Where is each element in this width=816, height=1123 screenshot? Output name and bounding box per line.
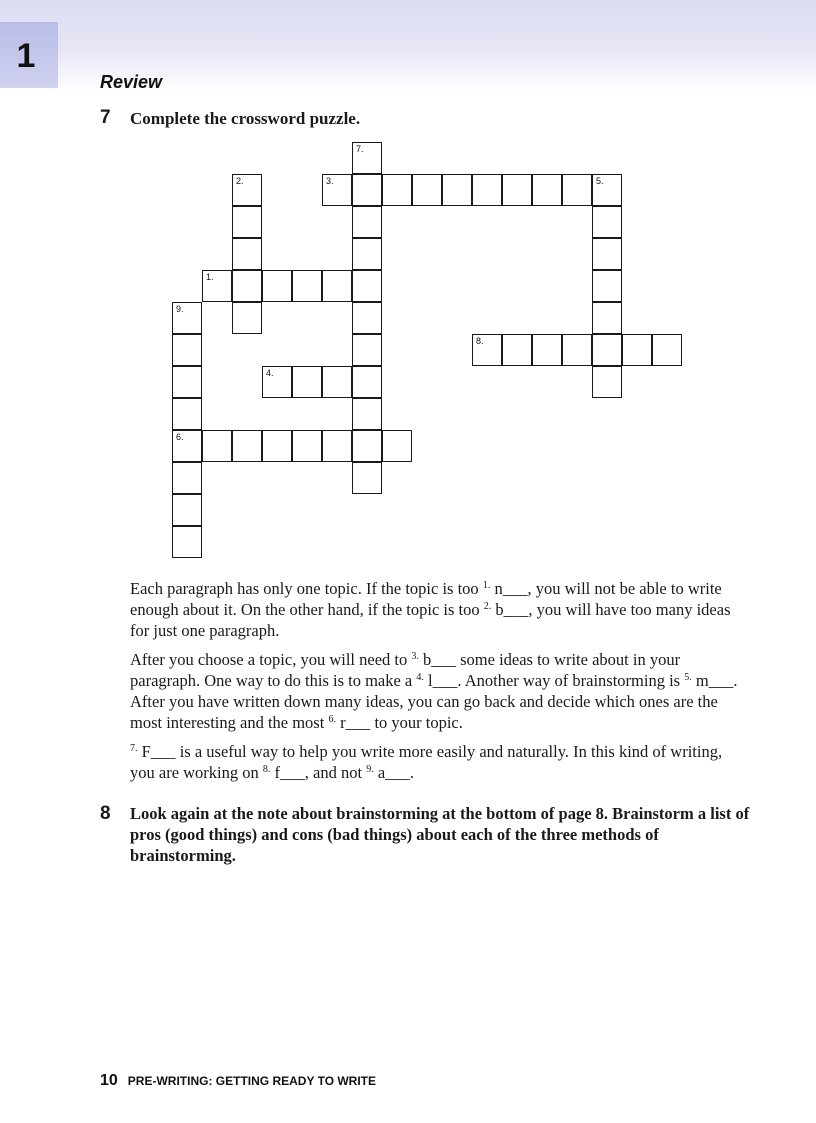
crossword-cell[interactable] bbox=[412, 174, 442, 206]
crossword-cell[interactable] bbox=[172, 334, 202, 366]
text: , and not bbox=[304, 763, 367, 782]
crossword-cell[interactable] bbox=[352, 142, 382, 174]
unit-number: 1 bbox=[16, 37, 36, 75]
crossword-cell[interactable] bbox=[622, 334, 652, 366]
text: After you choose a topic, you will need to bbox=[130, 650, 412, 669]
answer-blank-5: m___ bbox=[695, 671, 734, 690]
crossword-cell[interactable] bbox=[232, 238, 262, 270]
clue-number: 4. bbox=[266, 368, 274, 378]
answer-blank-2: b___ bbox=[495, 600, 529, 619]
crossword-cell[interactable] bbox=[352, 270, 382, 302]
crossword-cell[interactable] bbox=[592, 334, 622, 366]
crossword-cell[interactable] bbox=[322, 430, 352, 462]
crossword-cell[interactable] bbox=[352, 334, 382, 366]
paragraph-1 bbox=[130, 578, 740, 641]
answer-blank-3: b___ bbox=[422, 650, 456, 669]
clue-ref: 9. bbox=[366, 764, 374, 775]
text: Each paragraph has only one topic. If the topic is too bbox=[130, 579, 483, 598]
crossword-cell[interactable] bbox=[652, 334, 682, 366]
clue-number: 2. bbox=[236, 176, 244, 186]
paragraph-3 bbox=[130, 741, 740, 783]
crossword-cell[interactable] bbox=[232, 174, 262, 206]
crossword-cell[interactable] bbox=[262, 430, 292, 462]
crossword-cell[interactable] bbox=[592, 302, 622, 334]
exercise-7-number: 7 bbox=[100, 107, 111, 128]
clue-ref: 4. bbox=[416, 672, 424, 683]
crossword-cell[interactable] bbox=[382, 430, 412, 462]
crossword-cell[interactable] bbox=[292, 270, 322, 302]
crossword-cell[interactable] bbox=[172, 526, 202, 558]
clue-ref: 1. bbox=[482, 580, 491, 591]
text: some ideas to write about in your paragraph. One way to do this is to make a bbox=[130, 650, 681, 690]
text: , you will not be able to write enough about it. On the other hand, if the topic is too bbox=[130, 579, 722, 619]
exercise-8-text: Look again at the note about brainstorming at the bottom of page 8. Brainstorm a list of pros (good things) and cons (bad things) about each of the three methods of brainstorming. bbox=[130, 804, 750, 865]
crossword-cell[interactable] bbox=[352, 174, 382, 206]
section-title: Review bbox=[100, 72, 163, 92]
crossword-cell[interactable] bbox=[292, 366, 322, 398]
clue-ref: 8. bbox=[262, 764, 271, 775]
page-footer bbox=[100, 1072, 376, 1090]
answer-blank-9: a___ bbox=[377, 763, 410, 782]
crossword-cell[interactable] bbox=[232, 430, 262, 462]
crossword-cell[interactable] bbox=[532, 334, 562, 366]
crossword-cell[interactable] bbox=[172, 430, 202, 462]
crossword-cell[interactable] bbox=[532, 174, 562, 206]
chapter-title: PRE-WRITING: GETTING READY TO WRITE bbox=[127, 1074, 377, 1088]
exercise-7-title: Complete the crossword puzzle. bbox=[130, 109, 361, 128]
clue-number: 7. bbox=[356, 144, 364, 154]
answer-blank-4: l___ bbox=[428, 671, 458, 690]
clue-ref: 2. bbox=[483, 601, 492, 612]
clue-ref: 5. bbox=[684, 672, 692, 683]
crossword-cell[interactable] bbox=[352, 398, 382, 430]
text: . Another way of brainstorming is bbox=[457, 671, 685, 690]
crossword-cell[interactable] bbox=[472, 174, 502, 206]
crossword-cell[interactable] bbox=[202, 270, 232, 302]
crossword-cell[interactable] bbox=[352, 206, 382, 238]
crossword-cell[interactable] bbox=[502, 334, 532, 366]
crossword-cell[interactable] bbox=[472, 334, 502, 366]
crossword-cell[interactable] bbox=[232, 206, 262, 238]
crossword-cell[interactable] bbox=[232, 270, 262, 302]
crossword-cell[interactable] bbox=[262, 270, 292, 302]
crossword-cell[interactable] bbox=[592, 174, 622, 206]
clue-ref: 6. bbox=[328, 714, 336, 725]
crossword-cell[interactable] bbox=[172, 302, 202, 334]
exercise-8-number: 8 bbox=[100, 803, 111, 824]
crossword-cell[interactable] bbox=[592, 206, 622, 238]
page-number: 10 bbox=[100, 1072, 118, 1089]
clue-number: 5. bbox=[596, 176, 604, 186]
crossword-cell[interactable] bbox=[352, 302, 382, 334]
crossword-cell[interactable] bbox=[322, 270, 352, 302]
answer-blank-1: n___ bbox=[494, 579, 528, 598]
crossword-cell[interactable] bbox=[562, 334, 592, 366]
clue-number: 8. bbox=[476, 336, 484, 346]
crossword-cell[interactable] bbox=[502, 174, 532, 206]
crossword-cell[interactable] bbox=[352, 462, 382, 494]
text: to your topic. bbox=[370, 713, 463, 732]
clue-number: 3. bbox=[326, 176, 334, 186]
clue-ref: 7. bbox=[130, 743, 138, 754]
crossword-cell[interactable] bbox=[592, 366, 622, 398]
text: , you will have too many ideas for just one paragraph. bbox=[130, 600, 731, 640]
crossword-cell[interactable] bbox=[592, 270, 622, 302]
answer-blank-6: r___ bbox=[340, 713, 371, 732]
crossword-cell[interactable] bbox=[352, 430, 382, 462]
crossword-cell[interactable] bbox=[322, 366, 352, 398]
crossword-cell[interactable] bbox=[352, 366, 382, 398]
crossword-cell[interactable] bbox=[172, 366, 202, 398]
clue-ref: 3. bbox=[411, 651, 419, 662]
crossword-cell[interactable] bbox=[202, 430, 232, 462]
answer-blank-7: F___ bbox=[141, 742, 176, 761]
paragraph-2 bbox=[130, 649, 740, 733]
crossword-cell[interactable] bbox=[172, 494, 202, 526]
crossword-cell[interactable] bbox=[172, 462, 202, 494]
clue-number: 1. bbox=[206, 272, 214, 282]
text: is a useful way to help you write more easily and naturally. In this kind of writing, you are working on bbox=[130, 742, 723, 782]
clue-number: 6. bbox=[176, 432, 184, 442]
crossword-cell[interactable] bbox=[322, 174, 352, 206]
crossword-cell[interactable] bbox=[262, 366, 292, 398]
text: . After you have written down many ideas, you can go back and decide which ones are the most interesting and the most bbox=[130, 671, 738, 732]
crossword-cell[interactable] bbox=[352, 238, 382, 270]
clue-number: 9. bbox=[176, 304, 184, 314]
crossword-cell[interactable] bbox=[232, 302, 262, 334]
crossword-cell[interactable] bbox=[562, 174, 592, 206]
crossword-cell[interactable] bbox=[172, 398, 202, 430]
crossword-cell[interactable] bbox=[442, 174, 472, 206]
text: . bbox=[409, 763, 415, 782]
crossword-cell[interactable] bbox=[292, 430, 322, 462]
crossword-cell[interactable] bbox=[592, 238, 622, 270]
answer-blank-8: f___ bbox=[274, 763, 305, 782]
crossword-cell[interactable] bbox=[382, 174, 412, 206]
